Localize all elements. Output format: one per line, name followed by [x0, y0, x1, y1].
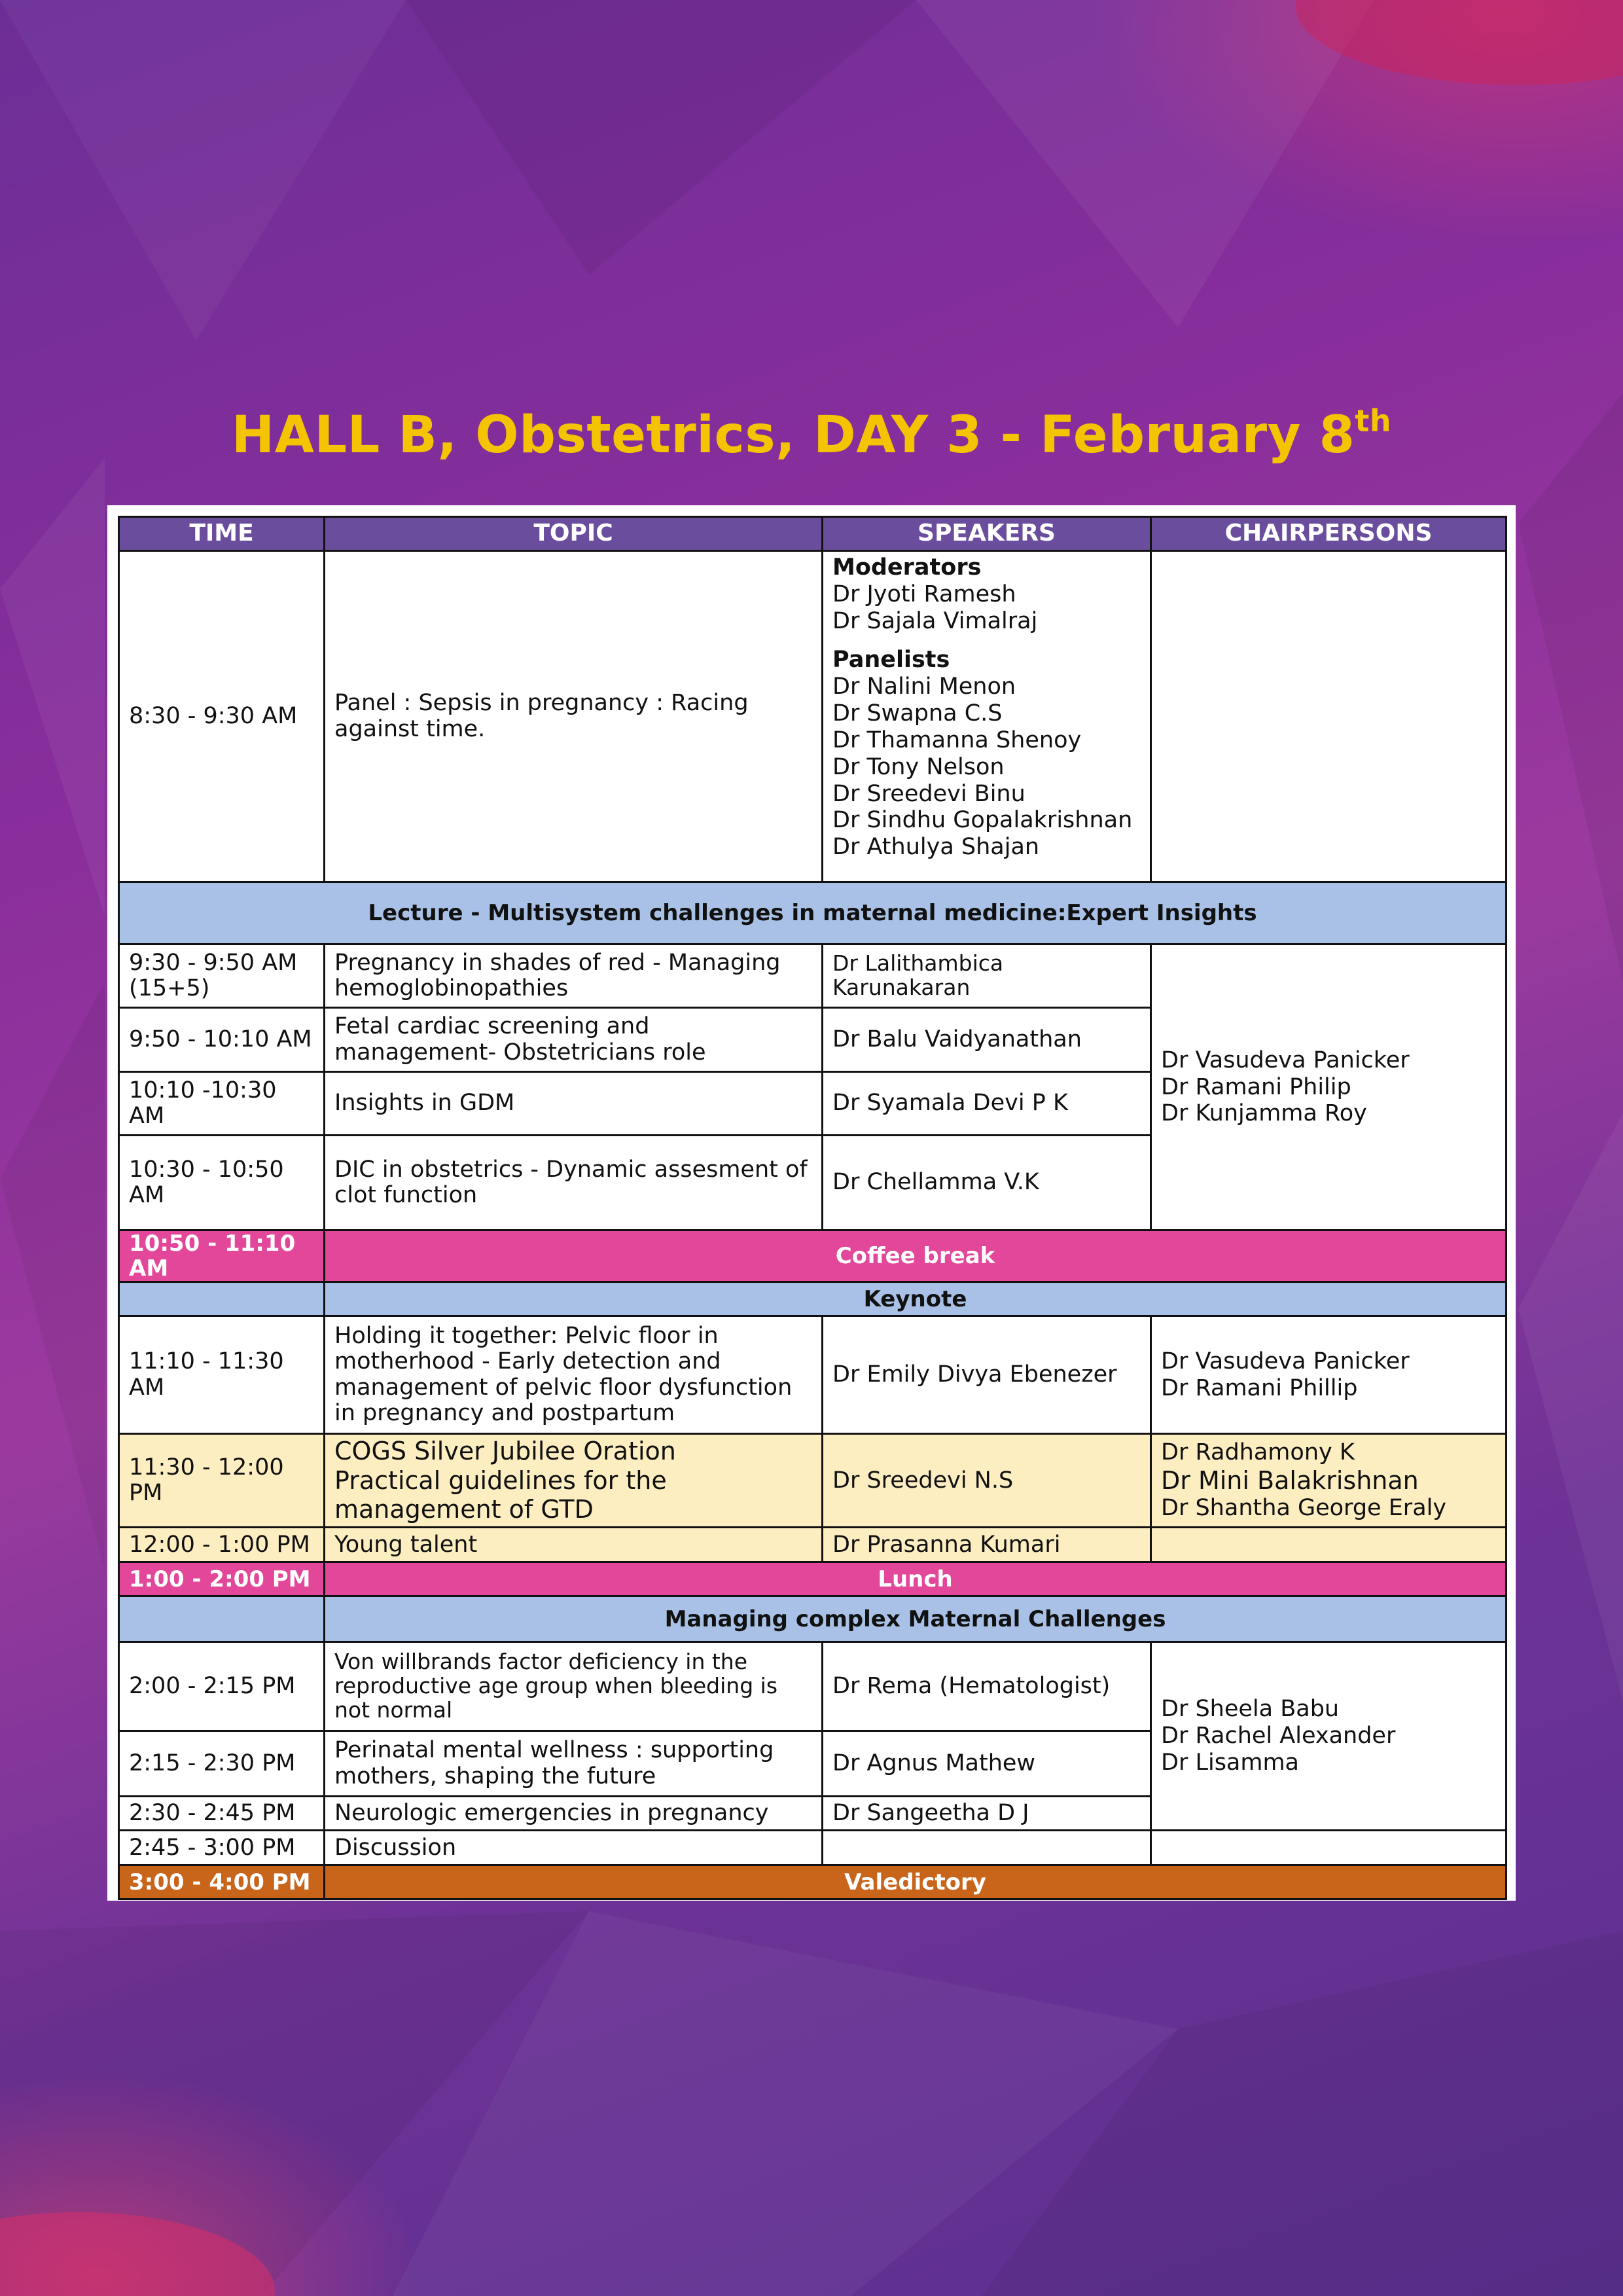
- lecture-chairs: [1151, 944, 1507, 1230]
- chair-name: Dr Shantha George Eraly: [1161, 1495, 1447, 1522]
- session-topic: Fetal cardiac screening and management- Obstetricians role: [325, 1008, 823, 1072]
- schedule-panel: [107, 505, 1516, 1901]
- session-time: 2:00 - 2:15 PM: [119, 1642, 325, 1731]
- break-time: 10:50 - 11:10 AM: [119, 1230, 325, 1282]
- session-topic: Panel : Sepsis in pregnancy : Racing against time.: [325, 551, 823, 882]
- panelist-name: Dr Sreedevi Binu: [832, 780, 1026, 807]
- session-topic: Pregnancy in shades of red - Managing hemoglobinopathies: [325, 944, 823, 1008]
- moderator-name: Dr Jyoti Ramesh: [832, 581, 1016, 607]
- chair-name: Dr Sheela Babu: [1161, 1696, 1340, 1723]
- chair-name: Dr Mini Balakrishnan: [1161, 1465, 1419, 1495]
- oration-subtitle: Practical guidelines for the management of GTD: [334, 1465, 667, 1524]
- session-topic: Insights in GDM: [325, 1072, 823, 1136]
- panelist-name: Dr Tony Nelson: [832, 753, 1005, 780]
- table-row: [119, 1642, 1507, 1731]
- section-blank-cell: [119, 1596, 325, 1642]
- session-speaker: Dr Emily Divya Ebenezer: [823, 1316, 1151, 1434]
- panelist-name: Dr Sindhu Gopalakrishnan: [832, 807, 1133, 834]
- session-topic: Perinatal mental wellness : supporting mothers, shaping the future: [325, 1731, 823, 1797]
- panelist-name: Dr Thamanna Shenoy: [832, 726, 1082, 753]
- page-title: [0, 403, 1623, 465]
- chair-name: Dr Rachel Alexander: [1161, 1723, 1396, 1749]
- section-row: [119, 1596, 1507, 1642]
- session-chairs-empty: [1151, 551, 1507, 882]
- session-speaker: Dr Lalithambica Karunakaran: [823, 944, 1151, 1008]
- session-time: 2:15 - 2:30 PM: [119, 1731, 325, 1797]
- table-row: [119, 1831, 1507, 1865]
- valedictory-row: [119, 1865, 1507, 1899]
- section-heading-lecture: Lecture - Multisystem challenges in maternal medicine:Expert Insights: [119, 882, 1507, 944]
- section-row: [119, 1282, 1507, 1316]
- maternal-chairs: [1151, 1642, 1507, 1831]
- table-row: [119, 551, 1507, 882]
- panelist-name: Dr Swapna C.S: [832, 700, 1003, 726]
- chair-name: Dr Kunjamma Roy: [1161, 1100, 1367, 1127]
- page-title-text: HALL B, Obstetrics, DAY 3 - February 8: [231, 406, 1355, 465]
- schedule-table: [118, 516, 1507, 1900]
- session-time: 10:10 -10:30 AM: [119, 1072, 325, 1136]
- valedictory-label: Valedictory: [325, 1865, 1507, 1899]
- section-heading-maternal: Managing complex Maternal Challenges: [325, 1596, 1507, 1642]
- session-speaker: Dr Prasanna Kumari: [823, 1528, 1151, 1562]
- session-topic: Von willbrands factor deficiency in the reproductive age group when bleeding is not normal: [325, 1642, 823, 1731]
- chair-name: Dr Ramani Philip: [1161, 1073, 1351, 1100]
- chair-name: Dr Vasudeva Panicker: [1161, 1047, 1410, 1073]
- table-row: [119, 1316, 1507, 1434]
- session-speaker: Dr Chellamma V.K: [823, 1136, 1151, 1230]
- section-heading-keynote: Keynote: [325, 1282, 1507, 1316]
- session-time: 11:10 - 11:30 AM: [119, 1316, 325, 1434]
- keynote-chairs: [1151, 1316, 1507, 1434]
- session-speaker: Dr Balu Vaidyanathan: [823, 1008, 1151, 1072]
- session-time: 8:30 - 9:30 AM: [119, 551, 325, 882]
- header-time: TIME: [119, 517, 325, 551]
- table-row-young-talent: [119, 1528, 1507, 1562]
- chair-name: Dr Ramani Phillip: [1161, 1374, 1358, 1401]
- session-topic: Young talent: [325, 1528, 823, 1562]
- session-time: 2:30 - 2:45 PM: [119, 1797, 325, 1831]
- session-speaker: Dr Rema (Hematologist): [823, 1642, 1151, 1731]
- break-row-coffee: [119, 1230, 1507, 1282]
- session-speaker: [823, 1831, 1151, 1865]
- moderators-label: Moderators: [832, 554, 982, 581]
- panelist-name: Dr Athulya Shajan: [832, 834, 1040, 861]
- section-blank-cell: [119, 1282, 325, 1316]
- break-row-lunch: [119, 1562, 1507, 1596]
- oration-title: COGS Silver Jubilee Oration: [334, 1437, 676, 1466]
- header-chairpersons: CHAIRPERSONS: [1151, 517, 1507, 551]
- panel-speakers: [823, 551, 1151, 882]
- session-time: 12:00 - 1:00 PM: [119, 1528, 325, 1562]
- chair-name: Dr Vasudeva Panicker: [1161, 1348, 1410, 1374]
- session-topic: DIC in obstetrics - Dynamic assesment of clot function: [325, 1136, 823, 1230]
- session-time: 2:45 - 3:00 PM: [119, 1831, 325, 1865]
- chair-name: Dr Lisamma: [1161, 1749, 1300, 1776]
- break-label: Lunch: [325, 1562, 1507, 1596]
- session-topic: Holding it together: Pelvic floor in motherhood - Early detection and management of pelvic floor dysfunction in pregnancy and postpartum: [325, 1316, 823, 1434]
- panelist-name: Dr Nalini Menon: [832, 673, 1016, 700]
- session-time: 9:50 - 10:10 AM: [119, 1008, 325, 1072]
- header-speakers: SPEAKERS: [823, 517, 1151, 551]
- session-chairs-empty: [1151, 1831, 1507, 1865]
- chair-name: Dr Radhamony K: [1161, 1439, 1355, 1465]
- session-time: 9:30 - 9:50 AM (15+5): [119, 944, 325, 1008]
- header-row: [119, 517, 1507, 551]
- break-label: Coffee break: [325, 1230, 1507, 1282]
- session-chairs-empty: [1151, 1528, 1507, 1562]
- panelists-label: Panelists: [832, 646, 950, 673]
- session-speaker: Dr Sangeetha D J: [823, 1797, 1151, 1831]
- session-topic: Neurologic emergencies in pregnancy: [325, 1797, 823, 1831]
- session-speaker: Dr Sreedevi N.S: [823, 1434, 1151, 1528]
- section-row: [119, 882, 1507, 944]
- table-row: [119, 944, 1507, 1008]
- session-speaker: Dr Agnus Mathew: [823, 1731, 1151, 1797]
- session-time: 11:30 - 12:00 PM: [119, 1434, 325, 1528]
- session-topic: Discussion: [325, 1831, 823, 1865]
- page-title-superscript: th: [1355, 403, 1392, 439]
- valedictory-time: 3:00 - 4:00 PM: [119, 1865, 325, 1899]
- oration-chairs: [1151, 1434, 1507, 1528]
- session-speaker: Dr Syamala Devi P K: [823, 1072, 1151, 1136]
- moderator-name: Dr Sajala Vimalraj: [832, 607, 1038, 634]
- oration-topic: [325, 1434, 823, 1528]
- break-time: 1:00 - 2:00 PM: [119, 1562, 325, 1596]
- table-row-oration: [119, 1434, 1507, 1528]
- header-topic: TOPIC: [325, 517, 823, 551]
- session-time: 10:30 - 10:50 AM: [119, 1136, 325, 1230]
